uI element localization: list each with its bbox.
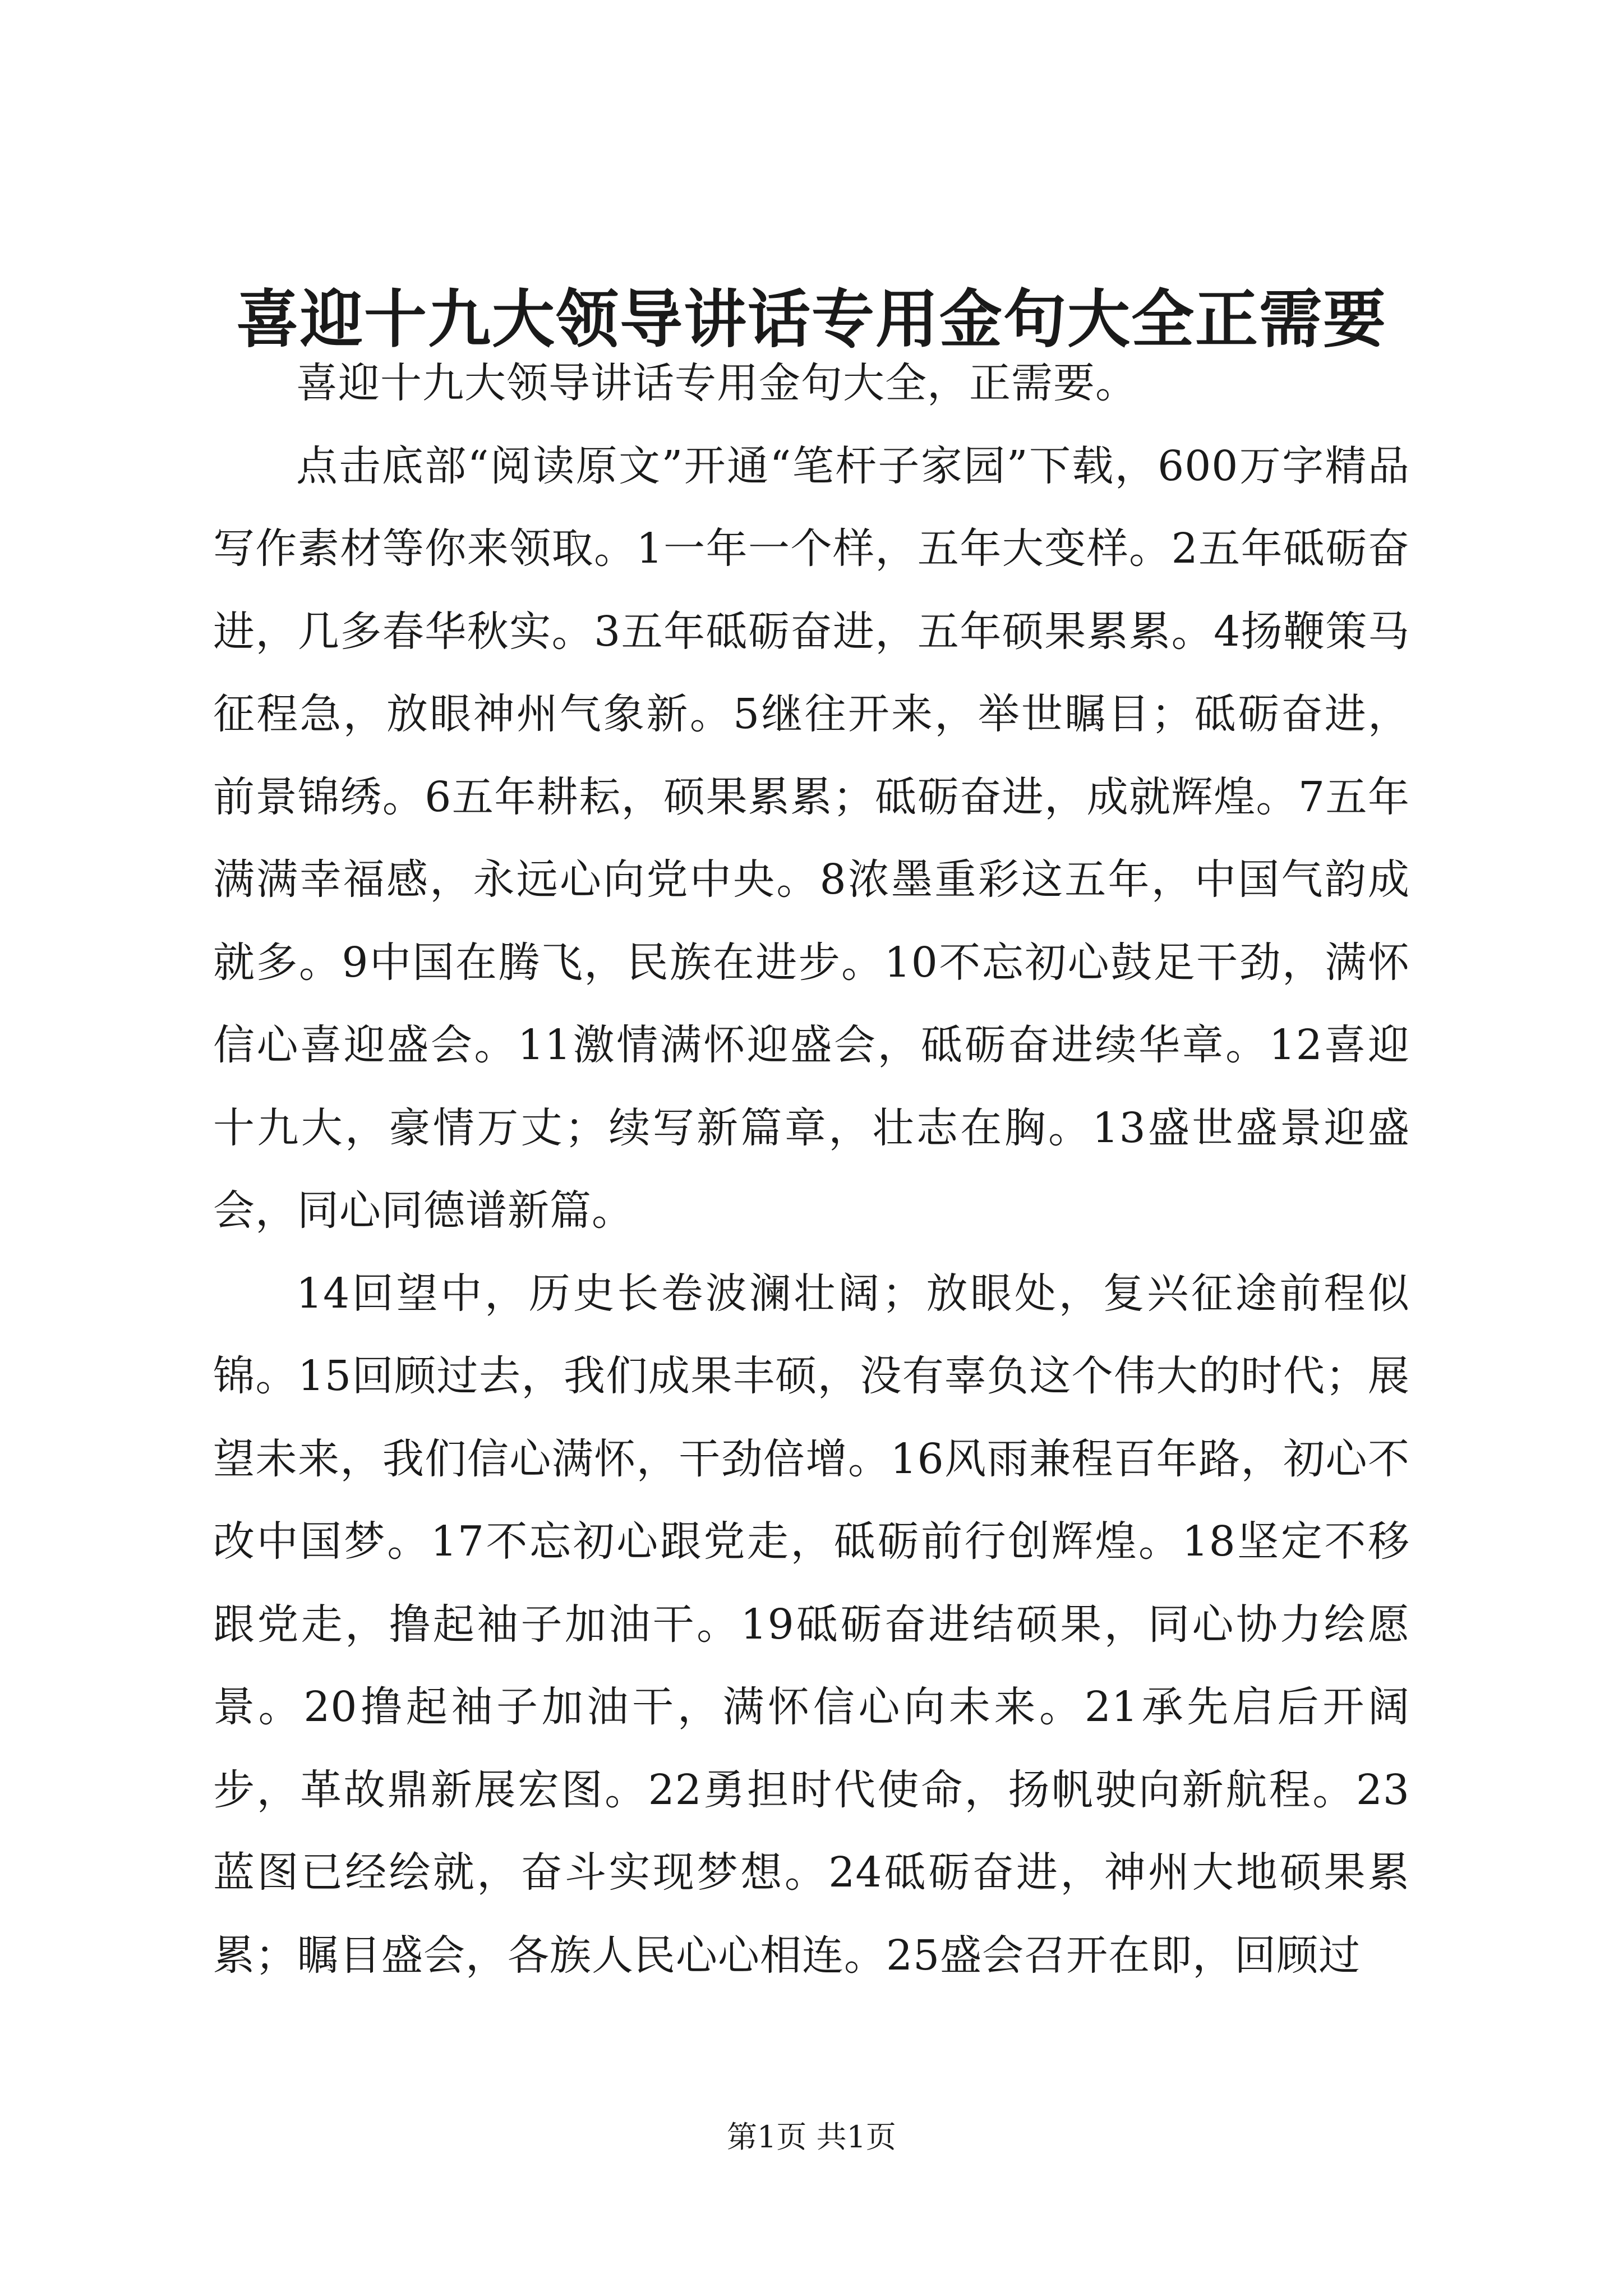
- document-title: 喜迎十九大领导讲话专用金句大全正需要: [236, 283, 1387, 356]
- document-body: [213, 342, 1410, 1997]
- paragraph-intro: 喜迎十九大领导讲话专用金句大全，正需要。: [296, 359, 1137, 407]
- page-footer: [0, 2115, 1623, 2160]
- paragraph-quotes-1: 点击底部“阅读原文”开通“笔杆子家园”下载，600万字精品写作素材等你来领取。1一年一个样，五年大变样。2五年砥砺奋进，几多春华秋实。3五年砥砺奋进，五年硕果累累。4扬鞭策马征程急，放眼神州气象新。5继往开来，举世瞩目；砥砺奋进，前景锦绣。6五年耕耘，硕果累累；砥砺奋进，成就辉煌。7五年满满幸福感，永远心向党中央。8浓墨重彩这五年，中国气韵成就多。9中国在腾飞，民族在进步。10不忘初心鼓足干劲，满怀信心喜迎盛会。11激情满怀迎盛会，砥砺奋进续华章。12喜迎十九大，豪情万丈；续写新篇章，壮志在胸。13盛世盛景迎盛会，同心同德谱新篇。: [213, 441, 1410, 1235]
- page-number: 第1页 共1页: [727, 2119, 896, 2155]
- paragraph-quotes-2: 14回望中，历史长卷波澜壮阔；放眼处，复兴征途前程似锦。15回顾过去，我们成果丰硕，没有辜负这个伟大的时代；展望未来，我们信心满怀，干劲倍增。16风雨兼程百年路，初心不改中国梦。17不忘初心跟党走，砥砺前行创辉煌。18坚定不移跟党走，撸起袖子加油干。19砥砺奋进结硕果，同心协力绘愿景。20撸起袖子加油干，满怀信心向未来。21承先启后开阔步，革故鼎新展宏图。22勇担时代使命，扬帆驶向新航程。23蓝图已经绘就，奋斗实现梦想。24砥砺奋进，神州大地硕果累累；瞩目盛会，各族人民心心相连。25盛会召开在即，回顾过: [213, 1269, 1410, 1980]
